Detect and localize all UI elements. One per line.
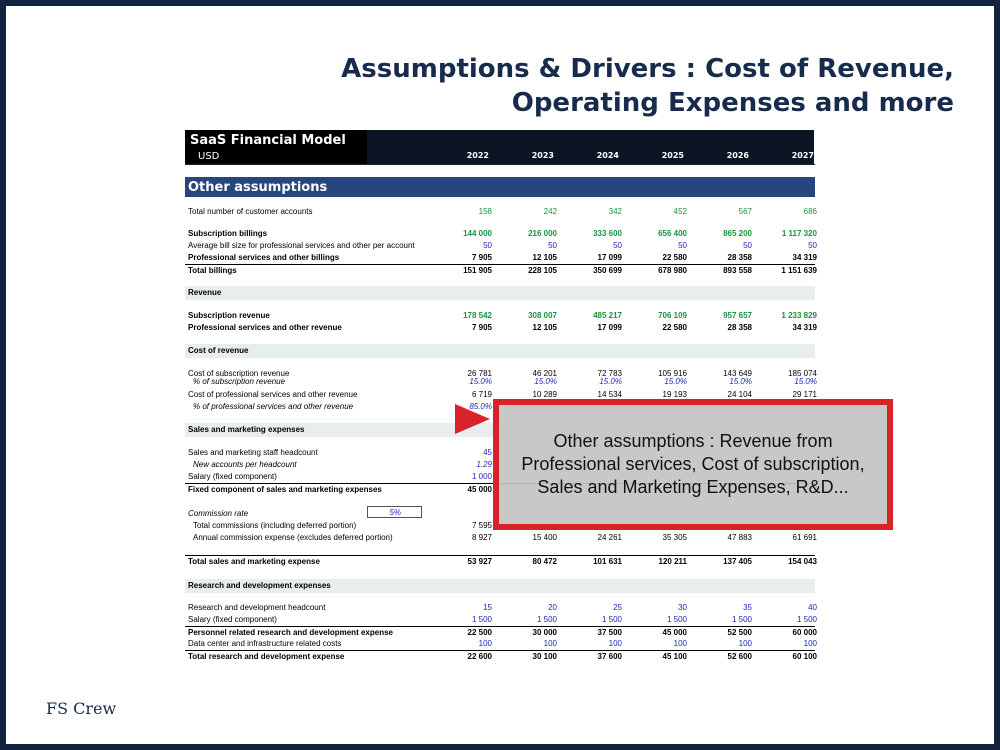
cell-value: 8 927 (471, 533, 492, 542)
cell-value: 50 (483, 241, 492, 250)
cell-value: 12 105 (532, 323, 557, 332)
row-label: Average bill size for professional services and other per account (188, 241, 415, 250)
row-label: Total commissions (including deferred portion) (193, 521, 357, 530)
cell-value: 35 (743, 603, 752, 612)
cell-value: 228 105 (528, 266, 557, 275)
cell-value: 178 542 (463, 311, 492, 320)
cell-value: 22 580 (662, 253, 687, 262)
cell-value: 22 500 (467, 628, 492, 637)
sheet-title: SaaS Financial Model (190, 133, 346, 148)
cell-value: 100 (543, 639, 557, 648)
cell-value: 308 007 (528, 311, 557, 320)
table-row (185, 602, 815, 614)
group-label: Cost of revenue (188, 346, 249, 355)
cell-value: 47 883 (727, 533, 752, 542)
row-label: Sales and marketing staff headcount (188, 448, 318, 457)
cell-value: 100 (803, 639, 817, 648)
cell-value: 1 500 (601, 615, 622, 624)
cell-value: 485 217 (593, 311, 622, 320)
cell-value: 14 534 (597, 390, 622, 399)
commission-rate-cell (367, 506, 422, 518)
row-label: Professional services and other billings (188, 253, 340, 262)
cell-value: 34 319 (792, 323, 817, 332)
table-row (185, 555, 815, 568)
group-label: Revenue (188, 288, 222, 297)
cell-value: 29 171 (792, 390, 817, 399)
cell-value: 15 (483, 603, 492, 612)
cell-value: 101 631 (593, 557, 622, 566)
callout-box (493, 399, 893, 530)
group-band-revenue (185, 286, 815, 300)
table-row (185, 650, 815, 663)
cell-value: 1 151 639 (781, 266, 817, 275)
year-header: 2022 (466, 151, 489, 160)
cell-value: 30 100 (532, 652, 557, 661)
cell-value: 342 (608, 207, 622, 216)
row-label: Annual commission expense (excludes deferred portion) (193, 533, 393, 542)
row-label: Data center and infrastructure related costs (188, 639, 342, 648)
cell-value: 15.0% (599, 377, 622, 386)
cell-value: 1 500 (731, 615, 752, 624)
row-label: Commission rate (188, 509, 249, 518)
row-label: Total billings (188, 266, 237, 275)
cell-value: 158 (478, 207, 492, 216)
cell-value: 151 905 (463, 266, 492, 275)
currency-label: USD (198, 151, 220, 162)
sheet-header (182, 130, 822, 164)
cell-value: 22 600 (467, 652, 492, 661)
table-row (185, 228, 815, 240)
row-label: Salary (fixed component) (188, 615, 277, 624)
cell-value: 50 (808, 241, 817, 250)
cell-value: 45 (483, 448, 492, 457)
row-label: Research and development headcount (188, 603, 326, 612)
cell-value: 1.29 (476, 460, 492, 469)
commission-rate-value: 5% (389, 508, 401, 517)
cell-value: 53 927 (467, 557, 492, 566)
cell-value: 567 (738, 207, 752, 216)
table-row (185, 638, 815, 650)
cell-value: 1 500 (536, 615, 557, 624)
row-label: % of subscription revenue (193, 377, 286, 386)
cell-value: 28 358 (727, 253, 752, 262)
cell-value: 52 600 (727, 652, 752, 661)
year-header: 2025 (661, 151, 684, 160)
cell-value: 37 600 (597, 652, 622, 661)
cell-value: 35 305 (662, 533, 687, 542)
group-label: Research and development expenses (188, 581, 331, 590)
callout-arrow (455, 404, 490, 434)
slide-title (341, 52, 954, 120)
year-header: 2024 (596, 151, 619, 160)
row-label: Professional services and other revenue (188, 323, 342, 332)
cell-value: 333 600 (593, 229, 622, 238)
cell-value: 185 074 (788, 369, 817, 378)
cell-value: 656 400 (658, 229, 687, 238)
cell-value: 7 905 (471, 323, 492, 332)
cell-value: 28 358 (727, 323, 752, 332)
cell-value: 17 099 (597, 253, 622, 262)
row-label: Total sales and marketing expense (188, 557, 320, 566)
group-band-research-development (185, 579, 815, 593)
cell-value: 50 (548, 241, 557, 250)
cell-value: 50 (678, 241, 687, 250)
table-row (185, 264, 815, 277)
cell-value: 24 104 (727, 390, 752, 399)
cell-value: 22 580 (662, 323, 687, 332)
cell-value: 85.0% (469, 402, 492, 411)
cell-value: 1 000 (471, 472, 492, 481)
cell-value: 1 500 (796, 615, 817, 624)
cell-value: 61 691 (792, 533, 817, 542)
row-label: Subscription revenue (188, 311, 270, 320)
cell-value: 678 980 (658, 266, 687, 275)
row-label: New accounts per headcount (193, 460, 297, 469)
table-row (185, 310, 815, 322)
row-label: Total number of customer accounts (188, 207, 313, 216)
cell-value: 25 (613, 603, 622, 612)
slide-title-line-1: Assumptions & Drivers : Cost of Revenue, (341, 54, 954, 84)
year-header: 2023 (531, 151, 554, 160)
row-label: Subscription billings (188, 229, 268, 238)
table-row (185, 206, 815, 218)
cell-value: 6 719 (471, 390, 492, 399)
row-label: Personnel related research and development expense (188, 628, 393, 637)
cell-value: 15.0% (534, 377, 557, 386)
cell-value: 865 200 (723, 229, 752, 238)
cell-value: 242 (543, 207, 557, 216)
cell-value: 72 783 (597, 369, 622, 378)
cell-value: 60 000 (792, 628, 817, 637)
cell-value: 15.0% (729, 377, 752, 386)
cell-value: 100 (673, 639, 687, 648)
cell-value: 686 (803, 207, 817, 216)
row-label: Salary (fixed component) (188, 472, 277, 481)
cell-value: 15.0% (664, 377, 687, 386)
cell-value: 10 289 (532, 390, 557, 399)
group-band-cost-of-revenue (185, 344, 815, 358)
cell-value: 15 400 (532, 533, 557, 542)
cell-value: 100 (608, 639, 622, 648)
cell-value: 40 (808, 603, 817, 612)
cell-value: 1 500 (471, 615, 492, 624)
cell-value: 137 405 (723, 557, 752, 566)
cell-value: 60 100 (792, 652, 817, 661)
row-label: Fixed component of sales and marketing expenses (188, 485, 382, 494)
cell-value: 45 000 (467, 485, 492, 494)
table-row (185, 532, 815, 544)
slide-title-line-2: Operating Expenses and more (511, 88, 954, 118)
cell-value: 1 233 829 (781, 311, 817, 320)
cell-value: 7 595 (471, 521, 492, 530)
section-title: Other assumptions (188, 180, 328, 195)
cell-value: 30 (678, 603, 687, 612)
cell-value: 15.0% (794, 377, 817, 386)
cell-value: 20 (548, 603, 557, 612)
cell-value: 706 109 (658, 311, 687, 320)
group-label: Sales and marketing expenses (188, 425, 305, 434)
year-header: 2026 (726, 151, 749, 160)
year-header: 2027 (791, 151, 814, 160)
row-label: Cost of professional services and other revenue (188, 390, 358, 399)
cell-value: 30 000 (532, 628, 557, 637)
cell-value: 45 100 (662, 652, 687, 661)
cell-value: 350 699 (593, 266, 622, 275)
cell-value: 105 916 (658, 369, 687, 378)
cell-value: 452 (673, 207, 687, 216)
cell-value: 154 043 (788, 557, 817, 566)
cell-value: 1 117 320 (781, 229, 817, 238)
cell-value: 120 211 (658, 557, 687, 566)
row-label: Total research and development expense (188, 652, 345, 661)
cell-value: 12 105 (532, 253, 557, 262)
cell-value: 37 500 (597, 628, 622, 637)
cell-value: 50 (613, 241, 622, 250)
cell-value: 52 500 (727, 628, 752, 637)
header-underline (185, 164, 815, 165)
table-row (185, 376, 815, 388)
cell-value: 46 201 (532, 369, 557, 378)
cell-value: 100 (478, 639, 492, 648)
cell-value: 80 472 (532, 557, 557, 566)
cell-value: 45 000 (662, 628, 687, 637)
table-row (185, 252, 815, 264)
table-row (185, 240, 815, 252)
table-row (185, 322, 815, 334)
cell-value: 34 319 (792, 253, 817, 262)
cell-value: 15.0% (469, 377, 492, 386)
brand-logo: FS Crew (46, 699, 117, 718)
row-label: Cost of subscription revenue (188, 369, 290, 378)
cell-value: 893 558 (723, 266, 752, 275)
row-label: % of professional services and other revenue (193, 402, 354, 411)
cell-value: 1 500 (666, 615, 687, 624)
cell-value: 143 649 (723, 369, 752, 378)
cell-value: 957 657 (723, 311, 752, 320)
cell-value: 100 (738, 639, 752, 648)
table-row (185, 614, 815, 626)
cell-value: 19 193 (662, 390, 687, 399)
callout-text: Other assumptions : Revenue from Professional services, Cost of subscription, Sales and Marketing Expenses, R&D... (521, 431, 865, 497)
cell-value: 7 905 (471, 253, 492, 262)
cell-value: 216 000 (528, 229, 557, 238)
cell-value: 17 099 (597, 323, 622, 332)
cell-value: 144 000 (463, 229, 492, 238)
cell-value: 26 781 (467, 369, 492, 378)
cell-value: 50 (743, 241, 752, 250)
cell-value: 24 261 (597, 533, 622, 542)
